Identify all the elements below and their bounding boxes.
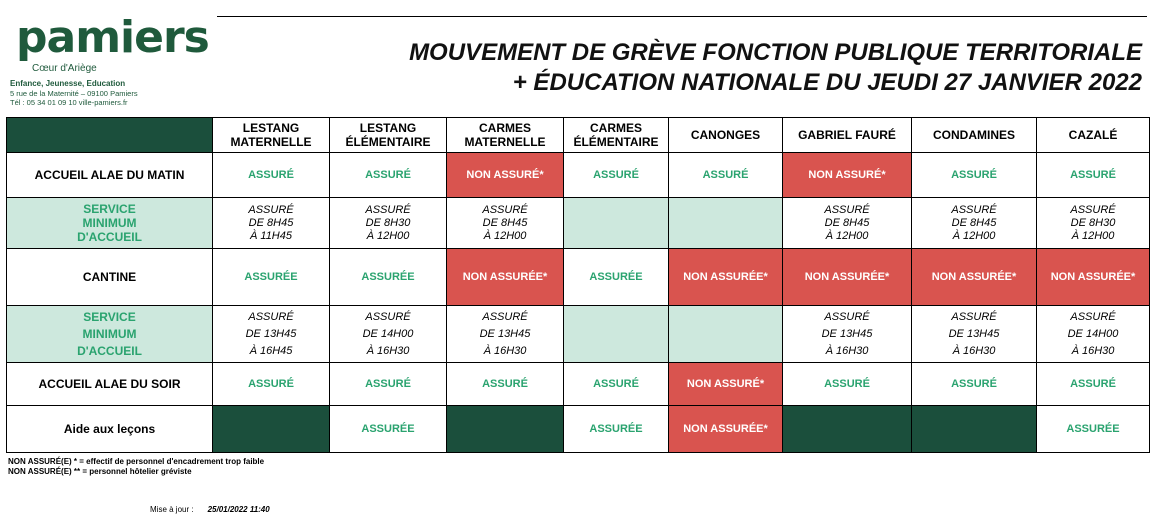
status-cell: ASSURÉ bbox=[213, 363, 330, 406]
status-cell: NON ASSURÉE* bbox=[447, 249, 564, 306]
schedule-line: ASSURÉ bbox=[365, 310, 411, 323]
logo-wordmark: pamiers bbox=[16, 12, 209, 63]
column-header bbox=[912, 118, 1037, 153]
column-header bbox=[330, 118, 447, 153]
schedule-line: DE 8H45 bbox=[951, 216, 997, 229]
schedule-cell bbox=[783, 198, 912, 249]
header-row bbox=[7, 118, 1150, 153]
logo bbox=[6, 12, 216, 116]
schedule-line: DE 8H30 bbox=[1070, 216, 1116, 229]
page-title bbox=[409, 38, 1142, 98]
column-header-line2: ÉLÉMENTAIRE bbox=[573, 135, 659, 149]
schedule-line: DE 13H45 bbox=[821, 327, 873, 340]
table-row bbox=[7, 153, 1150, 198]
status-cell: ASSURÉ bbox=[912, 363, 1037, 406]
schedule-cell bbox=[213, 198, 330, 249]
title-line-2: + ÉDUCATION NATIONALE DU JEUDI 27 JANVIER 2022 bbox=[512, 69, 1142, 96]
logo-tagline: Enfance, Jeunesse, Education bbox=[10, 79, 126, 88]
unavailable-cell bbox=[912, 406, 1037, 453]
column-header-line1: CAZALÉ bbox=[1068, 128, 1118, 142]
status-cell: NON ASSURÉ* bbox=[447, 153, 564, 198]
column-header-line1: CANONGES bbox=[690, 128, 761, 142]
column-header bbox=[783, 118, 912, 153]
status-cell: ASSURÉ bbox=[213, 153, 330, 198]
row-label-line: MINIMUM bbox=[82, 326, 137, 341]
empty-cell bbox=[564, 306, 669, 363]
legend bbox=[8, 457, 264, 477]
row-label: ACCUEIL ALAE DU MATIN bbox=[7, 153, 213, 198]
schedule-line: ASSURÉ bbox=[824, 203, 870, 216]
schedule-line: ASSURÉ bbox=[482, 203, 528, 216]
unavailable-cell bbox=[447, 406, 564, 453]
last-updated bbox=[150, 505, 270, 515]
schedule-line: ASSURÉ bbox=[365, 203, 411, 216]
schedule-line: À 12H00 bbox=[366, 229, 410, 242]
status-cell: ASSURÉ bbox=[912, 153, 1037, 198]
update-label: Mise à jour : bbox=[150, 505, 194, 514]
status-cell: ASSURÉ bbox=[1037, 153, 1150, 198]
column-header-line1: LESTANG bbox=[359, 121, 417, 135]
column-header bbox=[669, 118, 783, 153]
unavailable-cell bbox=[783, 406, 912, 453]
status-cell: NON ASSURÉE* bbox=[669, 249, 783, 306]
status-cell: NON ASSURÉE* bbox=[783, 249, 912, 306]
schedule-line: DE 13H45 bbox=[948, 327, 1000, 340]
row-label-line: SERVICE bbox=[83, 309, 136, 324]
row-label bbox=[7, 198, 213, 249]
table-row bbox=[7, 249, 1150, 306]
schedule-line: DE 13H45 bbox=[479, 327, 531, 340]
schedule-line: À 16H30 bbox=[366, 344, 410, 357]
status-cell: NON ASSURÉ* bbox=[669, 363, 783, 406]
schedule-cell bbox=[912, 198, 1037, 249]
schedule-cell bbox=[330, 198, 447, 249]
status-cell: ASSURÉE bbox=[564, 249, 669, 306]
schedule-cell bbox=[783, 306, 912, 363]
logo-address: 5 rue de la Maternité – 09100 Pamiers bbox=[10, 89, 138, 98]
status-cell: ASSURÉ bbox=[783, 363, 912, 406]
schedule-line: ASSURÉ bbox=[824, 310, 870, 323]
table-row bbox=[7, 363, 1150, 406]
schedule-line: DE 13H45 bbox=[245, 327, 297, 340]
empty-cell bbox=[669, 306, 783, 363]
row-label-line: MINIMUM bbox=[82, 216, 137, 230]
column-header-line2: MATERNELLE bbox=[464, 135, 546, 149]
legend-line-2: NON ASSURÉ(E) ** = personnel hôtelier gréviste bbox=[8, 467, 192, 476]
column-header bbox=[564, 118, 669, 153]
row-label-line: SERVICE bbox=[83, 202, 136, 216]
schedule-line: À 16H30 bbox=[483, 344, 527, 357]
logo-contact: Tél : 05 34 01 09 10 ville-pamiers.fr bbox=[10, 98, 128, 107]
schedule-line: À 12H00 bbox=[1071, 229, 1115, 242]
column-header-line1: CONDAMINES bbox=[932, 128, 1015, 142]
schedule-line: À 12H00 bbox=[952, 229, 996, 242]
title-divider bbox=[217, 16, 1147, 17]
column-header-line1: LESTANG bbox=[242, 121, 300, 135]
strike-schedule-table bbox=[6, 117, 1150, 453]
unavailable-cell bbox=[213, 406, 330, 453]
status-cell: NON ASSURÉ* bbox=[783, 153, 912, 198]
schedule-cell bbox=[912, 306, 1037, 363]
schedule-line: ASSURÉ bbox=[248, 203, 294, 216]
schedule-line: DE 8H30 bbox=[365, 216, 411, 229]
status-cell: ASSURÉ bbox=[669, 153, 783, 198]
table-row bbox=[7, 306, 1150, 363]
row-label: CANTINE bbox=[7, 249, 213, 306]
schedule-line: DE 8H45 bbox=[824, 216, 870, 229]
row-label bbox=[7, 306, 213, 363]
status-cell: NON ASSURÉE* bbox=[669, 406, 783, 453]
table-row bbox=[7, 406, 1150, 453]
title-line-1: MOUVEMENT DE GRÈVE FONCTION PUBLIQUE TERRITORIALE bbox=[409, 39, 1142, 66]
column-header bbox=[447, 118, 564, 153]
schedule-line: ASSURÉ bbox=[1070, 203, 1116, 216]
row-label-line: D'ACCUEIL bbox=[77, 230, 142, 244]
schedule-line: DE 8H45 bbox=[482, 216, 528, 229]
column-header-line1: CARMES bbox=[478, 121, 531, 135]
status-cell: NON ASSURÉE* bbox=[912, 249, 1037, 306]
status-cell: ASSURÉ bbox=[330, 153, 447, 198]
status-cell: ASSURÉ bbox=[447, 363, 564, 406]
empty-cell bbox=[669, 198, 783, 249]
schedule-line: À 12H00 bbox=[825, 229, 869, 242]
schedule-cell bbox=[213, 306, 330, 363]
schedule-line: À 16H30 bbox=[1071, 344, 1115, 357]
schedule-line: ASSURÉ bbox=[1070, 310, 1116, 323]
schedule-cell bbox=[1037, 198, 1150, 249]
column-header-line1: CARMES bbox=[589, 121, 642, 135]
schedule-line: À 12H00 bbox=[483, 229, 527, 242]
schedule-line: ASSURÉ bbox=[248, 310, 294, 323]
status-cell: ASSURÉE bbox=[330, 406, 447, 453]
status-cell: NON ASSURÉE* bbox=[1037, 249, 1150, 306]
schedule-cell bbox=[447, 198, 564, 249]
schedule-line: À 11H45 bbox=[250, 229, 292, 242]
status-cell: ASSURÉ bbox=[330, 363, 447, 406]
schedule-line: DE 14H00 bbox=[362, 327, 414, 340]
schedule-line: DE 14H00 bbox=[1067, 327, 1119, 340]
schedule-cell bbox=[330, 306, 447, 363]
empty-cell bbox=[564, 198, 669, 249]
row-label: Aide aux leçons bbox=[7, 406, 213, 453]
logo-subtitle: Cœur d'Ariège bbox=[32, 63, 97, 74]
status-cell: ASSURÉE bbox=[213, 249, 330, 306]
header-corner bbox=[7, 118, 213, 153]
column-header-line2: MATERNELLE bbox=[230, 135, 312, 149]
row-label: ACCUEIL ALAE DU SOIR bbox=[7, 363, 213, 406]
status-cell: ASSURÉ bbox=[564, 363, 669, 406]
schedule-line: ASSURÉ bbox=[482, 310, 528, 323]
column-header-line2: ÉLÉMENTAIRE bbox=[345, 135, 431, 149]
status-cell: ASSURÉE bbox=[1037, 406, 1150, 453]
schedule-cell bbox=[447, 306, 564, 363]
status-cell: ASSURÉ bbox=[564, 153, 669, 198]
column-header bbox=[1037, 118, 1150, 153]
status-cell: ASSURÉE bbox=[564, 406, 669, 453]
column-header-line1: GABRIEL FAURÉ bbox=[798, 128, 896, 142]
status-cell: ASSURÉE bbox=[330, 249, 447, 306]
schedule-line: À 16H30 bbox=[825, 344, 869, 357]
schedule-line: À 16H30 bbox=[952, 344, 996, 357]
schedule-line: ASSURÉ bbox=[951, 203, 997, 216]
column-header bbox=[213, 118, 330, 153]
schedule-line: À 16H45 bbox=[249, 344, 293, 357]
status-cell: ASSURÉ bbox=[1037, 363, 1150, 406]
update-value: 25/01/2022 11:40 bbox=[207, 505, 270, 514]
legend-line-1: NON ASSURÉ(E) * = effectif de personnel d'encadrement trop faible bbox=[8, 457, 265, 466]
table-row bbox=[7, 198, 1150, 249]
row-label-line: D'ACCUEIL bbox=[77, 343, 142, 358]
schedule-line: ASSURÉ bbox=[951, 310, 997, 323]
schedule-cell bbox=[1037, 306, 1150, 363]
schedule-line: DE 8H45 bbox=[248, 216, 294, 229]
